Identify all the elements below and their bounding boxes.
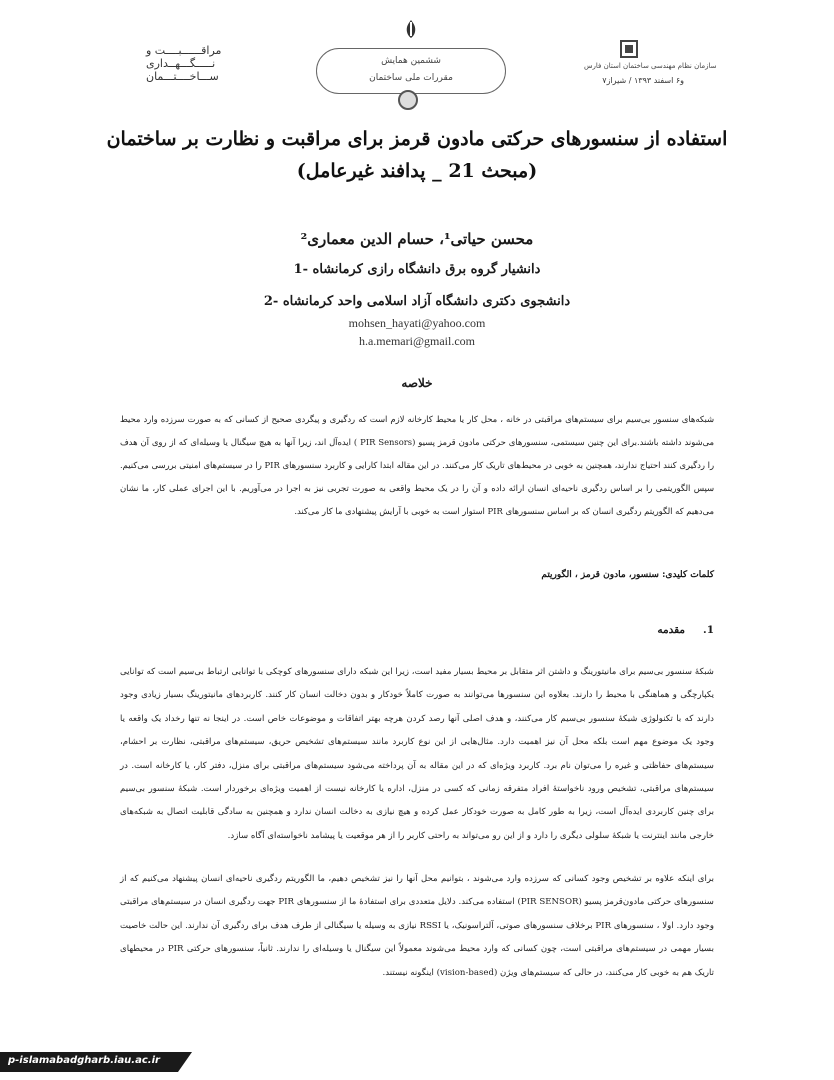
organizer-logo-icon (620, 40, 638, 58)
organizer-logo-right (584, 40, 717, 90)
logo-line: ســـاخــــتـــمان (146, 70, 219, 83)
organizer-name: سازمان نظام مهندسی ساختمان استان فارس (584, 62, 717, 70)
conference-emblem (306, 18, 516, 108)
conference-logo-left (146, 44, 242, 114)
paper-title: استفاده از سنسورهای حرکتی مادون قرمز برای مراقبت و نظارت بر ساختمان (106, 128, 728, 150)
logo-line: نـــــگـــهــداری (146, 57, 216, 70)
section-title: مقدمه (657, 624, 686, 636)
footer-corner (178, 1052, 192, 1072)
emblem-icon (402, 18, 420, 40)
affiliation-2: 2- دانشجوی دکتری دانشگاه آزاد اسلامی واحد کرمانشاه (263, 294, 571, 309)
abstract-heading: خلاصه (401, 376, 433, 390)
ribbon-title: ششمین همایش (381, 56, 441, 66)
footer-url: p-islamabadgharb.iau.ac.ir (8, 1055, 160, 1066)
conference-ribbon (316, 48, 506, 94)
keywords: کلمات کلیدی: سنسور، مادون قرمز ، الگوریتم (541, 570, 714, 580)
section-number: 1. (703, 624, 714, 636)
intro-paragraph-2: برای اینکه علاوه بر تشخیص وجود کسانی که سرزده وارد می‌شوند ، بتوانیم محل آنها را نیز تشخیص دهیم، ما الگوریتم ردگیری ناحیه‌ای انسان پیشنهاد می‌کنیم که از سنسورهای حرکتی مادون‌قرمز پسیو (PIR SENSOR) استفاده می‌کند. دلایل متعددی برای استفادهٔ ما از سنسورهای PIR جهت ردگیری انسان در سیستم‌های مراقبتی وجود دارد. اولا ، سنسورهای PIR برخلاف سنسورهای صوتی، آلتراسونیک، یا RSSI نیازی به وسیله یا سیگنالی از طرف هدف برای ردگیری آن ندارند. این حالت خاصیت بسیار مهمی در سیستم‌های مراقبتی است، چون کسانی که وارد محیط می‌شوند معمولاً این سیگنال یا وسیله‌ای را ندارند. ثانیاً، سنسورهای حرکتی PIR در محیطهای تاریک هم به خوبی کار می‌کنند، در حالی که سیستم‌های ویژن (vision-based) اینگونه نیستند. (120, 874, 714, 978)
seal-icon (398, 90, 418, 110)
ribbon-subtitle: مقررات ملی ساختمان (369, 73, 453, 83)
email-2: h.a.memari@gmail.com (358, 334, 475, 348)
section-heading-intro (120, 624, 714, 636)
logo-line: مراقــــــبــــت و (146, 44, 222, 57)
authors: محسن حیاتی¹، حسام الدین معماری² (300, 230, 534, 248)
affiliation-1: 1- دانشیار گروه برق دانشگاه رازی کرمانشاه (293, 262, 541, 277)
intro-paragraph-1: شبکهٔ سنسور بی‌سیم برای مانیتورینگ و داشتن اثر متقابل بر محیط بسیار مفید است، زیرا این شبکه دارای سنسورهای کوچکی با توانایی ارتباط بی‌سیم است که توانایی یکپارچگی و هماهنگی با محیط را دارند. بعلاوه این سنسورها می‌توانند به صورت کاملاً خودکار و بدون دخالت انسان کار کنند. کاربردهای مانیتورینگ بسیار زیادی وجود دارند که با تکنولوژی شبکهٔ سنسور بی‌سیم کار می‌کنند، و هدف اصلی آنها رصد کردن هرچه بهتر اتفاقات و موضوعات خاص است. در اینجا نه تنها رخداد یک واقعه یا وجود یک موضوع مهم است بلکه محل آن نیز اهمیت دارد. مثال‌هایی از این نوع کاربرد مانند سیستم‌های تشخیص حریق، سیستم‌های مراقبتی، نظارت بر احشام، سیستم‌های حفاظتی و غیره را می‌توان نام برد. کاربرد ویژه‌ای که در این مقاله به آن پرداخته می‌شود سیستم‌های مراقبتی برای منزل، دفتر کار، یا کارخانه است. در سیستم‌های مراقبتی، تشخیص ورود ناخواستهٔ افراد متفرقه زمانی که کسی در منزل، اداره یا کارخانه نیست از اهمیت ویژه‌ای برخوردار است. شبکهٔ سنسور بی‌سیم برای چنین کاربردی ایده‌آل است، زیرا به طور کامل به صورت خودکار عمل کرده و هیچ نیازی به دخالت انسان ندارد و همچنین به سادگی قابلیت اتصال به شبکه‌های خارجی مانند اینترنت یا شبکهٔ سلولی دیگری را دارد و از این رو می‌تواند به راحتی کاربر را از هر موقعیت یا پیشامد ناخواسته‌ای آگاه سازد. (120, 667, 714, 841)
footer-watermark (0, 1052, 178, 1072)
paper-subtitle: (مبحث 21 _ پدافند غیرعامل) (296, 160, 538, 182)
email-1: mohsen_hayati@yahoo.com (348, 316, 486, 330)
abstract-text: شبکه‌های سنسور بی‌سیم برای سیستم‌های مراقبتی در خانه ، محل کار یا محیط کارخانه لازم است که ردگیری و پیگردی صحیح از کسانی که به صورت سرزده وارد محیط می‌شوند داشته باشند.برای این چنین سیستمی، سنسورهای حرکتی مادون قرمز پسیو (PIR Sensors ) ایده‌آل اند، زیرا آنها به هیچ سیگنال یا وسیله‌ای که از روی آن هدف را ردگیری کنند احتیاج ندارند، همچنین به خوبی در محیط‌های تاریک کار می‌کنند. در این مقاله ابتدا کارایی و کاربرد سنسورهای PIR را در سیستم‌های امنیتی بررسی می‌کنیم. سپس الگوریتمی را بر اساس ردگیری ناحیه‌ای انسان ارائه داده و آن را در یک محیط واقعی به صورت تجربی نیز به اجرا در می‌آوریم. با این اجرای عملی کار، ما نشان می‌دهیم که الگوریتم ردگیری انسان که بر اساس سنسورهای PIR استوار است به خوبی با آرایش پیشنهادی ما کار می‌کند. (120, 414, 714, 516)
conference-date: ۷و۶ اسفند ۱۳۹۳ / شیراز (602, 76, 684, 85)
